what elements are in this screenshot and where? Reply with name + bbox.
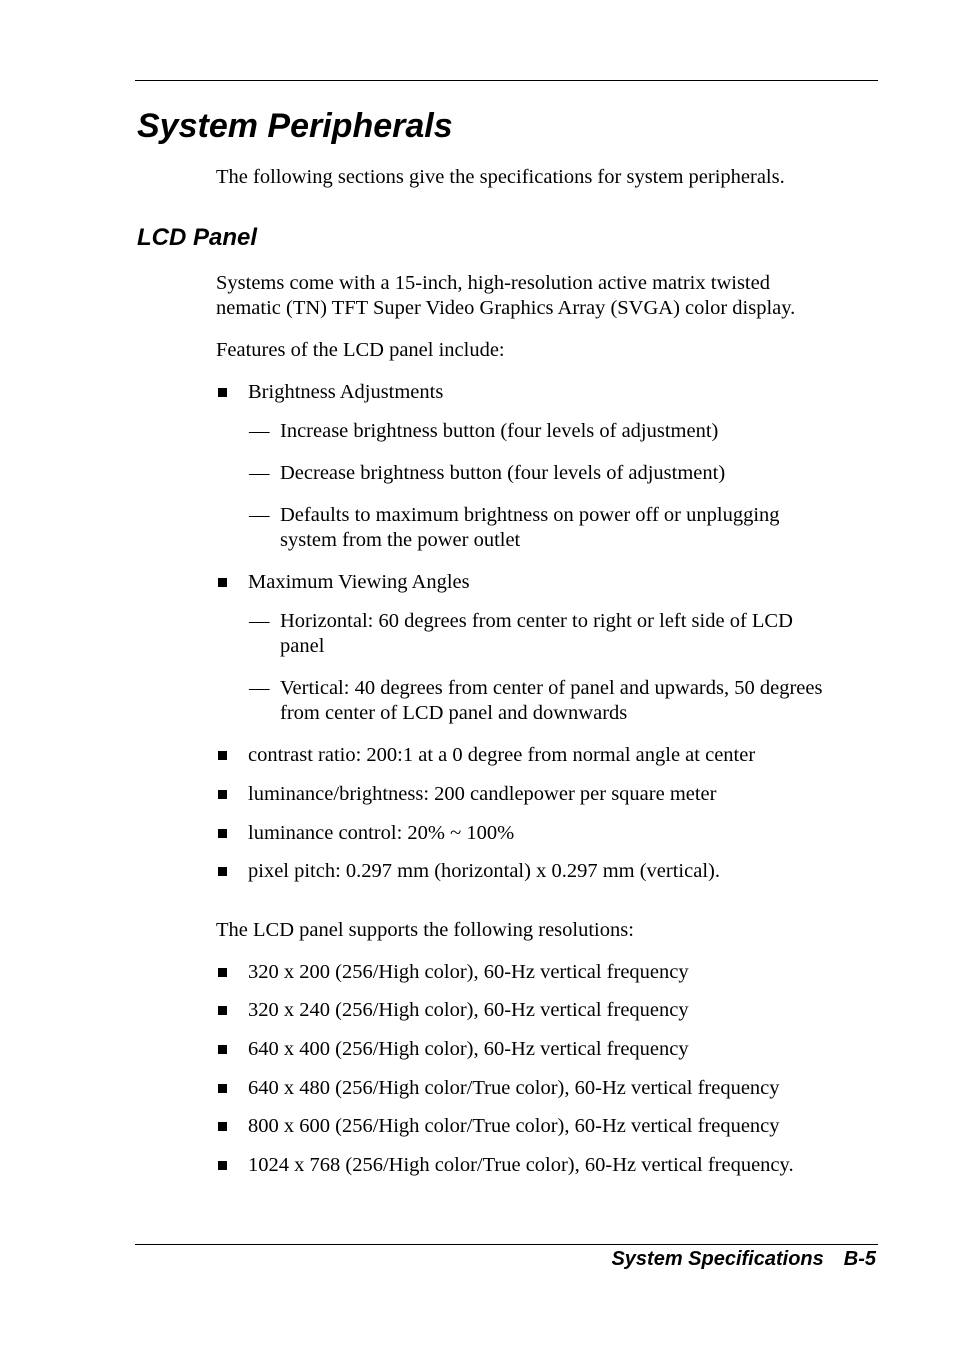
bullet-icon — [218, 578, 227, 587]
bullet-icon — [218, 1006, 227, 1015]
bullet-icon — [218, 968, 227, 977]
sub-item-continuation: from center of LCD panel and downwards — [280, 702, 628, 724]
dash-icon: — — [249, 504, 270, 526]
dash-icon: — — [249, 677, 270, 699]
bullet-icon — [218, 867, 227, 876]
sub-item: Increase brightness button (four levels of adjustment) — [280, 420, 719, 442]
sub-item: Defaults to maximum brightness on power off or unplugging — [280, 504, 780, 526]
bullet-icon — [218, 1122, 227, 1131]
page-footer — [611, 1246, 876, 1272]
sub-item: Vertical: 40 degrees from center of panel and upwards, 50 degrees — [280, 677, 823, 699]
bullet-icon — [218, 751, 227, 760]
resolution-item: 320 x 200 (256/High color), 60-Hz vertical frequency — [248, 961, 689, 983]
sub-item: Horizontal: 60 degrees from center to right or left side of LCD — [280, 610, 793, 632]
section-title: LCD Panel — [137, 224, 258, 251]
sub-item-continuation: system from the power outlet — [280, 529, 521, 551]
sub-item-continuation: panel — [280, 635, 325, 657]
feature-item: Maximum Viewing Angles — [248, 571, 470, 593]
resolution-item: 1024 x 768 (256/High color/True color), 60-Hz vertical frequency. — [248, 1154, 794, 1176]
resolution-item: 640 x 480 (256/High color/True color), 60-Hz vertical frequency — [248, 1077, 780, 1099]
bullet-icon — [218, 829, 227, 838]
bullet-icon — [218, 1045, 227, 1054]
page-title: System Peripherals — [137, 107, 453, 145]
bullet-icon — [218, 1161, 227, 1170]
dash-icon: — — [249, 462, 270, 484]
resolution-item: 800 x 600 (256/High color/True color), 60-Hz vertical frequency — [248, 1115, 780, 1137]
bullet-icon — [218, 388, 227, 397]
header-rule — [135, 80, 878, 81]
bullet-icon — [218, 790, 227, 799]
feature-item: luminance/brightness: 200 candlepower per square meter — [248, 783, 717, 805]
description-line-2: nematic (TN) TFT Super Video Graphics Array (SVGA) color display. — [216, 297, 796, 319]
feature-item: contrast ratio: 200:1 at a 0 degree from normal angle at center — [248, 744, 756, 766]
intro-paragraph: The following sections give the specifications for system peripherals. — [216, 166, 785, 188]
footer-section-name: System Specifications — [611, 1248, 824, 1270]
footer-rule — [135, 1244, 878, 1245]
dash-icon: — — [249, 610, 270, 632]
feature-item: pixel pitch: 0.297 mm (horizontal) x 0.297 mm (vertical). — [248, 860, 720, 882]
feature-item: Brightness Adjustments — [248, 381, 444, 403]
features-intro: Features of the LCD panel include: — [216, 339, 505, 361]
resolution-item: 640 x 400 (256/High color), 60-Hz vertical frequency — [248, 1038, 689, 1060]
resolutions-intro: The LCD panel supports the following resolutions: — [216, 919, 634, 941]
description-line-1: Systems come with a 15-inch, high-resolution active matrix twisted — [216, 272, 770, 294]
footer-page-number: B-5 — [843, 1248, 876, 1270]
feature-item: luminance control: 20% ~ 100% — [248, 822, 515, 844]
sub-item: Decrease brightness button (four levels of adjustment) — [280, 462, 726, 484]
resolution-item: 320 x 240 (256/High color), 60-Hz vertical frequency — [248, 999, 689, 1021]
dash-icon: — — [249, 420, 270, 442]
bullet-icon — [218, 1084, 227, 1093]
